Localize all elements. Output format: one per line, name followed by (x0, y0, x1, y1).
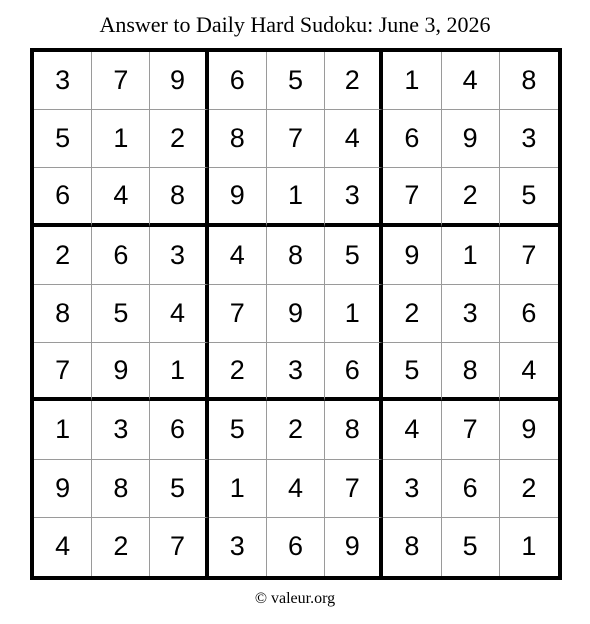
sudoku-cell-r4-c8: 1 (442, 227, 500, 285)
sudoku-cell-r9-c9: 1 (521, 531, 537, 562)
sudoku-cell-r8-c3: 5 (150, 460, 208, 518)
sudoku-cell-r1-c6: 2 (325, 52, 383, 110)
sudoku-cell-r3-c1: 6 (34, 168, 92, 226)
sudoku-cell-r3-c9: 5 (500, 168, 558, 226)
sudoku-cell-r1-c1: 3 (34, 52, 92, 110)
sudoku-cell-r2-c3: 2 (150, 110, 208, 168)
sudoku-cell-r8-c5: 4 (267, 460, 325, 518)
sudoku-cell-r8-c8: 6 (442, 460, 500, 518)
sudoku-cell-r7-c2: 3 (92, 401, 150, 459)
sudoku-cell-r5-c6: 1 (325, 285, 383, 343)
sudoku-cell-r7-c3: 6 (150, 401, 208, 459)
sudoku-cell-r1-c7: 1 (383, 52, 441, 110)
sudoku-cell-r8-c2: 8 (92, 460, 150, 518)
copyright-footer: © valeur.org (254, 590, 336, 607)
sudoku-cell-r2-c6: 4 (325, 110, 383, 168)
sudoku-cell-r9-c8: 5 (442, 518, 500, 576)
sudoku-cell-r6-c5: 3 (267, 343, 325, 401)
sudoku-cell-r4-c3: 3 (150, 227, 208, 285)
sudoku-cell-r4-c7: 9 (383, 227, 441, 285)
sudoku-cell-r4-c1: 2 (34, 227, 92, 285)
sudoku-cell-r5-c5: 9 (267, 285, 325, 343)
sudoku-cell-r2-c2: 1 (92, 110, 150, 168)
sudoku-board (30, 48, 562, 580)
sudoku-cell-r2-c4: 8 (209, 110, 267, 168)
sudoku-cell-r2-c5: 7 (267, 110, 325, 168)
sudoku-cell-r8-c1: 9 (34, 460, 92, 518)
sudoku-cell-r5-c8: 3 (442, 285, 500, 343)
sudoku-cell-r3-c3: 8 (150, 168, 208, 226)
sudoku-cell-r4-c9: 7 (500, 227, 558, 285)
sudoku-cell-r2-c9: 3 (500, 110, 558, 168)
sudoku-cell-r1-c9: 8 (500, 52, 558, 110)
sudoku-cell-r5-c9: 6 (500, 285, 558, 343)
sudoku-cell-r2-c7: 6 (383, 110, 441, 168)
sudoku-cell-r9-c3: 7 (150, 518, 208, 576)
sudoku-cell-r1-c5: 5 (267, 52, 325, 110)
sudoku-cell-r6-c3: 1 (150, 343, 208, 401)
sudoku-cell-r8-c7: 3 (383, 460, 441, 518)
sudoku-cell-r3-c6: 3 (325, 168, 383, 226)
sudoku-cell-r6-c9: 4 (500, 343, 558, 401)
sudoku-cell-r5-c1: 8 (34, 285, 92, 343)
page-title: Answer to Daily Hard Sudoku: June 3, 2026 (99, 12, 491, 37)
sudoku-cell-r6-c4: 2 (209, 343, 267, 401)
sudoku-cell-r8-c9: 2 (500, 460, 558, 518)
sudoku-cell-r9-c4: 3 (209, 518, 267, 576)
sudoku-cell-r4-c6: 5 (325, 227, 383, 285)
sudoku-cell-r7-c7: 4 (383, 401, 441, 459)
sudoku-cell-r1-c3: 9 (150, 52, 208, 110)
sudoku-cell-r9-c5: 6 (267, 518, 325, 576)
sudoku-cell-r3-c4: 9 (209, 168, 267, 226)
sudoku-cell-r5-c7: 2 (383, 285, 441, 343)
sudoku-cell-r2-c8: 9 (442, 110, 500, 168)
sudoku-cell-r7-c9: 9 (500, 401, 558, 459)
sudoku-cell-r4-c2: 6 (92, 227, 150, 285)
sudoku-cell-r6-c1: 7 (34, 343, 92, 401)
sudoku-cell-r9-c1: 4 (34, 518, 92, 576)
sudoku-cell-r5-c4: 7 (209, 285, 267, 343)
sudoku-cell-r3-c7: 7 (383, 168, 441, 226)
sudoku-cell-r6-c2: 9 (92, 343, 150, 401)
sudoku-cell-r7-c5: 2 (267, 401, 325, 459)
sudoku-cell-r5-c3: 4 (150, 285, 208, 343)
sudoku-cell-r1-c4: 6 (209, 52, 267, 110)
sudoku-cell-r9-c7: 8 (383, 518, 441, 576)
sudoku-cell-r7-c6: 8 (325, 401, 383, 459)
sudoku-cell-r7-c1: 1 (34, 401, 92, 459)
sudoku-cell-r7-c8: 7 (442, 401, 500, 459)
sudoku-cell-r3-c2: 4 (92, 168, 150, 226)
sudoku-cell-r8-c4: 1 (209, 460, 267, 518)
sudoku-cell-r2-c1: 5 (34, 110, 92, 168)
sudoku-cell-r3-c5: 1 (267, 168, 325, 226)
sudoku-cell-r9-c2: 2 (92, 518, 150, 576)
sudoku-cell-r6-c6: 6 (325, 343, 383, 401)
sudoku-cell-r6-c7: 5 (383, 343, 441, 401)
sudoku-cell-r7-c4: 5 (209, 401, 267, 459)
sudoku-cell-r4-c5: 8 (267, 227, 325, 285)
sudoku-cell-r8-c6: 7 (325, 460, 383, 518)
sudoku-cell-r1-c8: 4 (442, 52, 500, 110)
sudoku-cell-r1-c2: 7 (92, 52, 150, 110)
sudoku-cell-r6-c8: 8 (442, 343, 500, 401)
sudoku-cell-r5-c2: 5 (92, 285, 150, 343)
sudoku-cell-r3-c8: 2 (442, 168, 500, 226)
sudoku-cell-r4-c4: 4 (209, 227, 267, 285)
sudoku-cell-r9-c6: 9 (325, 518, 383, 576)
